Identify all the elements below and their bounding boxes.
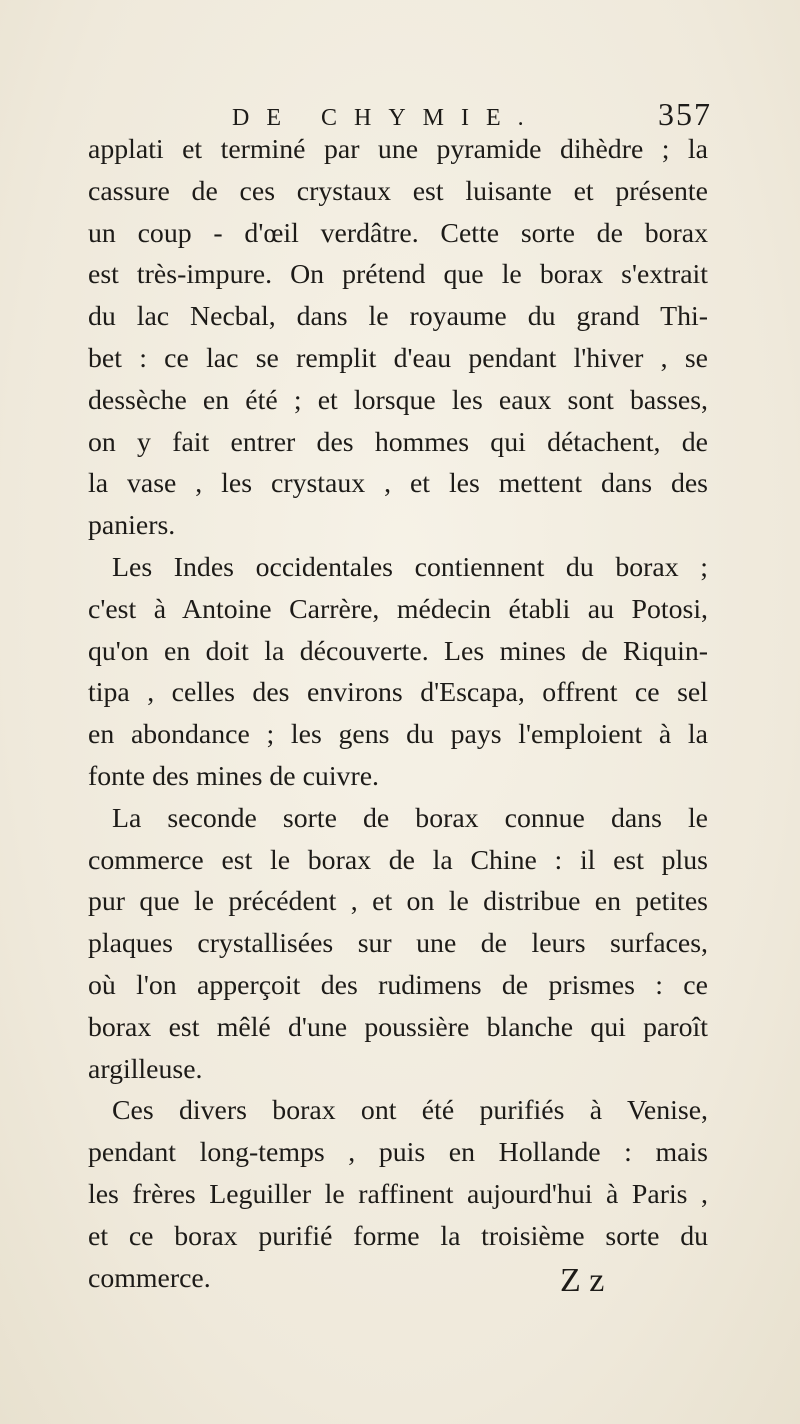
text-line: plaques crystallisées sur une de leurs surfaces,: [88, 928, 708, 960]
text-line: dessèche en été ; et lorsque les eaux sont basses,: [88, 384, 708, 416]
text-line: c'est à Antoine Carrère, médecin établi au Potosi,: [88, 593, 708, 625]
text-line: argilleuse.: [88, 1053, 203, 1085]
text-line: bet : ce lac se remplit d'eau pendant l'hiver , se: [88, 342, 708, 374]
body-text: [88, 129, 708, 1299]
text-line: un coup - d'œil verdâtre. Cette sorte de borax: [88, 217, 708, 249]
signature-mark: Z z: [560, 1262, 605, 1299]
text-line: pendant long-temps , puis en Hollande : mais: [88, 1137, 708, 1169]
text-line: commerce est le borax de la Chine : il est plus: [88, 844, 708, 876]
text-line: cassure de ces crystaux est luisante et présente: [88, 175, 708, 207]
text-line: la vase , les crystaux , et les mettent dans des: [88, 468, 708, 500]
text-line: Les Indes occidentales contiennent du borax ;: [112, 551, 708, 583]
running-head: [232, 96, 712, 133]
text-line: qu'on en doit la découverte. Les mines de Riquin-: [88, 635, 708, 667]
text-line: paniers.: [88, 510, 176, 542]
running-title: DE CHYMIE.: [232, 105, 541, 131]
text-line: on y fait entrer des hommes qui détachent, de: [88, 426, 708, 458]
page-number: 357: [658, 96, 712, 132]
text-line: est très-impure. On prétend que le borax s'extrait: [88, 259, 708, 291]
text-line: borax est mêlé d'une poussière blanche qui paroît: [88, 1011, 708, 1043]
text-line: tipa , celles des environs d'Escapa, offrent ce sel: [88, 677, 708, 709]
text-line: La seconde sorte de borax connue dans le: [112, 802, 708, 834]
text-line: du lac Necbal, dans le royaume du grand Thi-: [88, 301, 708, 333]
text-line: en abondance ; les gens du pays l'emploient à la: [88, 719, 708, 751]
text-line: fonte des mines de cuivre.: [88, 760, 379, 792]
text-line: commerce.: [88, 1262, 211, 1294]
text-line: Ces divers borax ont été purifiés à Venise,: [112, 1095, 708, 1127]
text-line: où l'on apperçoit des rudimens de prismes : ce: [88, 969, 708, 1001]
text-line: pur que le précédent , et on le distribue en petites: [88, 886, 708, 918]
text-line: applati et terminé par une pyramide dihèdre ; la: [88, 134, 708, 165]
text-line: les frères Leguiller le raffinent aujourd'hui à Paris ,: [88, 1178, 708, 1210]
text-line: et ce borax purifié forme la troisième sorte du: [88, 1220, 708, 1252]
